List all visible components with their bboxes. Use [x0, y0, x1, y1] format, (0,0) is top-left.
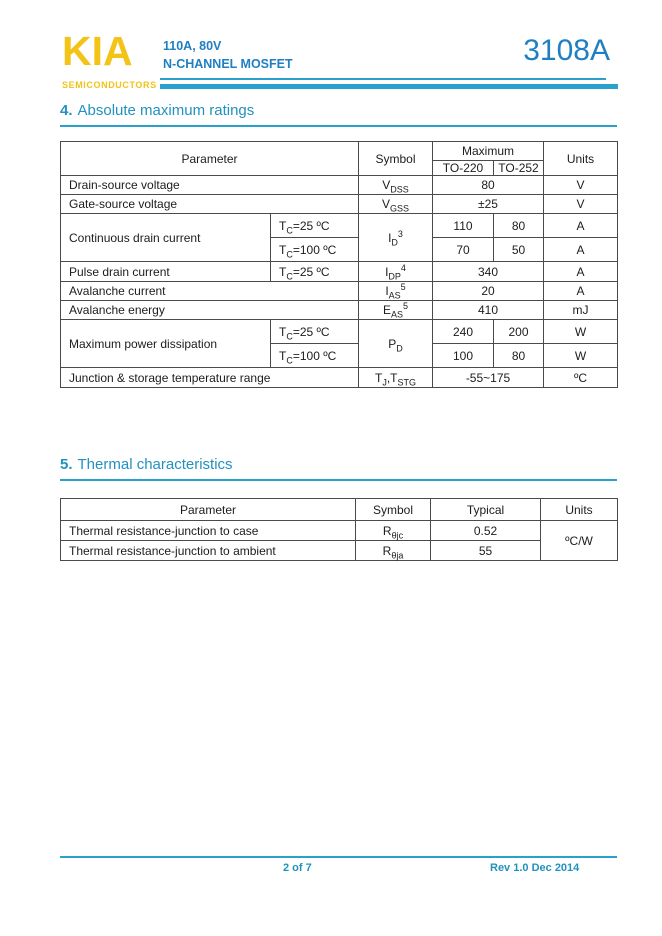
section-5-heading: [60, 456, 617, 481]
section-4-heading: [60, 102, 617, 127]
table-row: [61, 320, 618, 344]
table-row: [61, 301, 618, 320]
thermal-head-parameter: Parameter: [61, 499, 356, 521]
thermal-head-typical: Typical: [431, 499, 541, 521]
abs-ias-symbol: $I_{AS}^5$: [359, 282, 433, 301]
table-row: [61, 214, 618, 238]
abs-id-condition-2: $T_C=100$ ºC: [271, 238, 359, 262]
abs-eas-symbol: $E_{AS}^5$: [359, 301, 433, 320]
abs-head-symbol: Symbol: [359, 142, 433, 176]
abs-ias-parameter: Avalanche current: [61, 282, 359, 301]
abs-pd-parameter: Maximum power dissipation: [61, 320, 271, 368]
abs-id-condition-1: $T_C=25$ ºC: [271, 214, 359, 238]
kia-logo-subtext: SEMICONDUCTORS: [62, 80, 157, 90]
abs-vgss-units: V: [544, 195, 618, 214]
section-4-number: 4.: [60, 102, 73, 119]
device-summary: [163, 37, 293, 73]
abs-pd-to220-100c: 100: [433, 344, 494, 368]
abs-vgss-symbol: $V_{GSS}$: [359, 195, 433, 214]
section-4-title: Absolute maximum ratings: [77, 102, 255, 119]
abs-pd-to220-25c: 240: [433, 320, 494, 344]
abs-idp-max: 340: [433, 262, 544, 282]
abs-idp-parameter: Pulse drain current: [61, 262, 271, 282]
abs-tj-max: -55~175: [433, 368, 544, 388]
abs-vdss-units: V: [544, 176, 618, 195]
abs-vdss-symbol: $V_{DSS}$: [359, 176, 433, 195]
abs-id-to252-100c: 50: [494, 238, 544, 262]
header-rule-thick: [160, 84, 618, 89]
abs-vgss-parameter: Gate-source voltage: [61, 195, 359, 214]
abs-pd-to252-100c: 80: [494, 344, 544, 368]
abs-id-units-100c: A: [544, 238, 618, 262]
abs-head-to252: TO-252: [494, 161, 544, 176]
header-rule-thin: [160, 78, 606, 80]
abs-id-to220-100c: 70: [433, 238, 494, 262]
abs-vdss-max: 80: [433, 176, 544, 195]
table-row: [61, 176, 618, 195]
abs-pd-units-100c: W: [544, 344, 618, 368]
abs-id-to252-25c: 80: [494, 214, 544, 238]
table-row: [61, 262, 618, 282]
table-row: [61, 521, 618, 541]
abs-eas-units: mJ: [544, 301, 618, 320]
abs-id-units-25c: A: [544, 214, 618, 238]
abs-pd-units-25c: W: [544, 320, 618, 344]
abs-tj-parameter: Junction & storage temperature range: [61, 368, 359, 388]
table-row: [61, 142, 618, 161]
abs-pd-condition-1: $T_C=25$ ºC: [271, 320, 359, 344]
abs-idp-units: A: [544, 262, 618, 282]
abs-pd-to252-25c: 200: [494, 320, 544, 344]
abs-idp-symbol: $I_{DP}^4$: [359, 262, 433, 282]
thermal-shared-units: ºC/W: [541, 521, 618, 561]
thermal-characteristics-table: [60, 498, 618, 561]
abs-head-maximum: Maximum: [433, 142, 544, 161]
section-5-title: Thermal characteristics: [77, 456, 233, 473]
part-number: 3108A: [523, 34, 610, 67]
thermal-rthja-typical: 55: [431, 541, 541, 561]
abs-id-parameter: Continuous drain current: [61, 214, 271, 262]
thermal-rthja-parameter: Thermal resistance-junction to ambient: [61, 541, 356, 561]
absolute-maximum-ratings-table: [60, 141, 618, 388]
device-type: N-CHANNEL MOSFET: [163, 57, 293, 71]
device-rating: 110A, 80V: [163, 39, 222, 53]
abs-vgss-max: ±25: [433, 195, 544, 214]
thermal-rthjc-parameter: Thermal resistance-junction to case: [61, 521, 356, 541]
abs-head-parameter: Parameter: [61, 142, 359, 176]
abs-vdss-parameter: Drain-source voltage: [61, 176, 359, 195]
table-row: [61, 195, 618, 214]
footer-revision: Rev 1.0 Dec 2014: [490, 862, 580, 874]
thermal-rthja-symbol: $R_{\theta ja}$: [356, 541, 431, 561]
table-row: [61, 499, 618, 521]
abs-tj-symbol: $T_J,T_{STG}$: [359, 368, 433, 388]
abs-ias-max: 20: [433, 282, 544, 301]
table-row: [61, 282, 618, 301]
abs-eas-max: 410: [433, 301, 544, 320]
abs-ias-units: A: [544, 282, 618, 301]
thermal-head-units: Units: [541, 499, 618, 521]
table-row: [61, 541, 618, 561]
abs-pd-symbol: $P_D$: [359, 320, 433, 368]
abs-pd-condition-2: $T_C=100$ ºC: [271, 344, 359, 368]
abs-eas-parameter: Avalanche energy: [61, 301, 359, 320]
abs-head-to220: TO-220: [433, 161, 494, 176]
thermal-rthjc-symbol: $R_{\theta jc}$: [356, 521, 431, 541]
abs-id-symbol: $I_D^3$: [359, 214, 433, 262]
footer-page-number: 2 of 7: [283, 862, 312, 874]
section-5-number: 5.: [60, 456, 73, 473]
abs-id-to220-25c: 110: [433, 214, 494, 238]
abs-head-units: Units: [544, 142, 618, 176]
thermal-head-symbol: Symbol: [356, 499, 431, 521]
table-row: [61, 368, 618, 388]
thermal-rthjc-typical: 0.52: [431, 521, 541, 541]
abs-tj-units: ºC: [544, 368, 618, 388]
kia-logo: KIA: [62, 28, 133, 74]
abs-idp-condition: $T_C=25$ ºC: [271, 262, 359, 282]
footer-rule: [60, 856, 617, 858]
